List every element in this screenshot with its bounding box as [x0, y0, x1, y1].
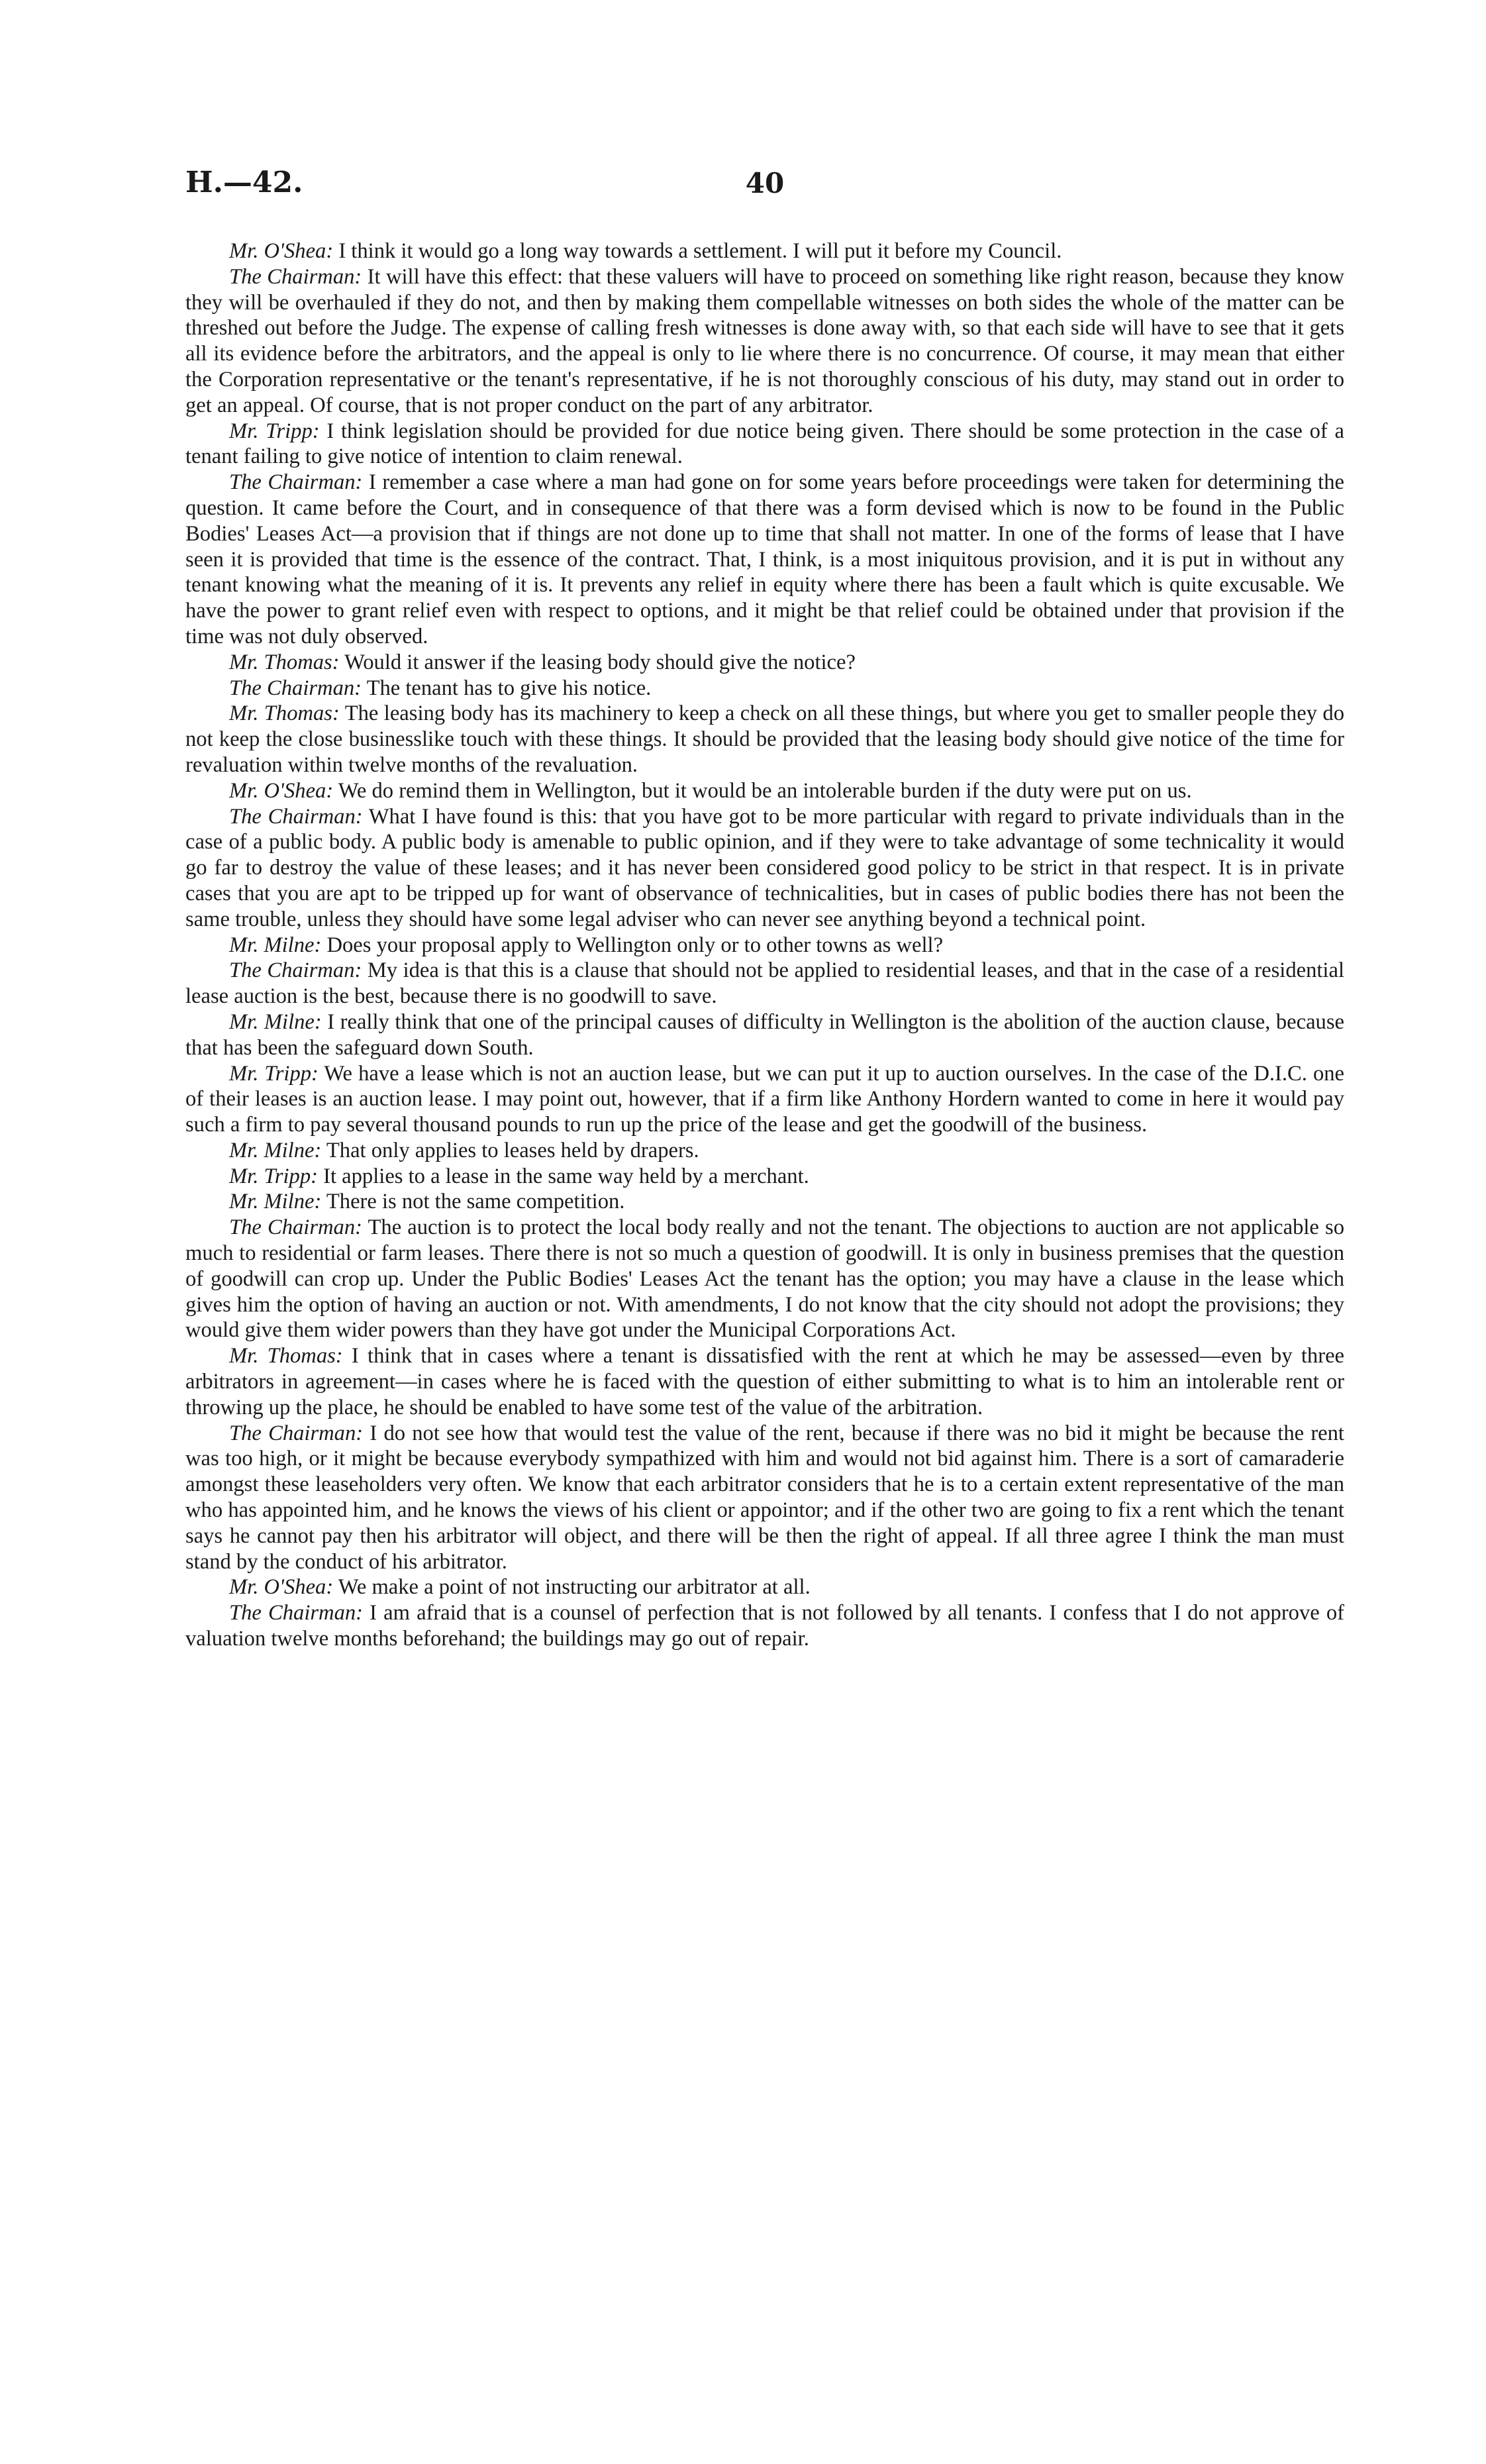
transcript-body	[185, 238, 1344, 1652]
paragraph	[185, 1164, 1344, 1190]
speech-text: I really think that one of the principal causes of difficulty in Wellington is the abolition of the auction clause, because that has been the safeguard down South.	[185, 1009, 1344, 1060]
paragraph	[185, 933, 1344, 958]
page-number: 40	[745, 167, 785, 199]
speaker-name: Mr. Thomas:	[229, 701, 340, 726]
paragraph	[185, 1343, 1344, 1420]
speaker-name: Mr. Milne:	[229, 1190, 322, 1214]
paragraph	[185, 1009, 1344, 1061]
paragraph	[185, 804, 1344, 933]
speaker-name: Mr. Tripp:	[229, 419, 320, 443]
speech-text: I think legislation should be provided for due notice being given. There should be some protection in the case of a tenant failing to give notice of intention to claim renewal.	[185, 419, 1344, 469]
paragraph	[185, 470, 1344, 650]
speech-text: The tenant has to give his notice.	[362, 676, 652, 700]
speaker-name: Mr. Milne:	[229, 1138, 322, 1162]
paragraph	[185, 778, 1344, 804]
speaker-name: The Chairman:	[229, 676, 362, 700]
paragraph	[185, 1061, 1344, 1138]
speaker-name: The Chairman:	[229, 958, 362, 983]
paragraph	[185, 238, 1344, 264]
paragraph	[185, 958, 1344, 1009]
document-reference: H.—42.	[185, 166, 303, 199]
speech-text: There is not the same competition.	[321, 1190, 625, 1214]
paragraph	[185, 1421, 1344, 1575]
speaker-name: Mr. Thomas:	[229, 650, 340, 674]
speech-text: I think it would go a long way towards a settlement. I will put it before my Council.	[333, 239, 1062, 263]
speaker-name: The Chairman:	[229, 470, 363, 495]
page-header	[185, 166, 1344, 212]
paragraph	[185, 1138, 1344, 1164]
speaker-name: The Chairman:	[229, 804, 363, 829]
speech-text: Does your proposal apply to Wellington only or to other towns as well?	[321, 933, 944, 957]
speech-text: What I have found is this: that you have got to be more particular with regard to private individuals than in the case of a public body. A public body is amenable to public opinion, and if they were to take advantage of some technicality it would go far to destroy the value of these leases; and it has never been considered good policy to be strict in that respect. It is in private cases that you are apt to be tripped up for want of observance of technicalities, but in cases of public bodies there has not been the same trouble, unless they should have some legal adviser who can never see anything beyond a technical point.	[185, 804, 1344, 931]
speech-text: We have a lease which is not an auction lease, but we can put it up to auction ourselves. In the case of the D.I.C. one of their leases is an auction lease. I may point out, however, that if a firm like Anthony Hordern wanted to come in here it would pay such a firm to pay several thousand pounds to run up the price of the lease and get the goodwill of the business.	[185, 1061, 1344, 1137]
speaker-name: Mr. Milne:	[229, 1009, 322, 1034]
speech-text: We make a point of not instructing our arbitrator at all.	[333, 1575, 811, 1600]
speaker-name: The Chairman:	[229, 264, 362, 289]
paragraph	[185, 701, 1344, 778]
speech-text: I remember a case where a man had gone on for some years before proceedings were taken for determining the question. It came before the Court, and in consequence of that there was a form devised which is now to be found in the Public Bodies' Leases Act—a provision that if things are not done up to time that shall not matter. In one of the forms of lease that I have seen it is provided that time is the essence of the contract. That, I think, is a most iniquitous provision, and it is put in without any tenant knowing what the meaning of it is. It prevents any relief in equity where there has been a fault which is quite excusable. We have the power to grant relief even with respect to options, and it might be that relief could be obtained under that provision if the time was not duly observed.	[185, 470, 1344, 648]
speaker-name: Mr. Thomas:	[229, 1344, 343, 1368]
speech-text: My idea is that this is a clause that should not be applied to residential leases, and that in the case of a residential lease auction is the best, because there is no goodwill to save.	[185, 958, 1344, 1009]
paragraph	[185, 1215, 1344, 1343]
speaker-name: Mr. Tripp:	[229, 1061, 319, 1086]
paragraph	[185, 1189, 1344, 1215]
speaker-name: Mr. O'Shea:	[229, 239, 334, 263]
paragraph	[185, 1574, 1344, 1600]
speaker-name: Mr. O'Shea:	[229, 1575, 334, 1600]
paragraph	[185, 676, 1344, 701]
speaker-name: The Chairman:	[229, 1421, 364, 1445]
speech-text: I think that in cases where a tenant is dissatisfied with the rent at which he may be assessed—even by three arbitrators in agreement—in cases where he is faced with the question of either submitting to what is to him an intolerable rent or throwing up the place, he should be enabled to have some test of the value of the arbitration.	[185, 1344, 1344, 1419]
paragraph	[185, 1600, 1344, 1652]
speaker-name: The Chairman:	[229, 1215, 362, 1240]
paragraph	[185, 650, 1344, 676]
speech-text: It will have this effect: that these valuers will have to proceed on something like right reason, because they know they will be overhauled if they do not, and then by making them compellable witnesses on both sides the whole of the matter can be threshed out before the Judge. The expense of calling fresh witnesses is done away with, so that each side will have to see that it gets all its evidence before the arbitrators, and the appeal is only to lie where there is no concurrence. Of course, it may mean that either the Corporation representative or the tenant's representative, if he is not thoroughly conscious of his duty, may stand out in order to get an appeal. Of course, that is not proper conduct on the part of any arbitrator.	[185, 264, 1344, 417]
paragraph	[185, 264, 1344, 419]
speech-text: We do remind them in Wellington, but it would be an intolerable burden if the duty were put on us.	[333, 778, 1192, 803]
speaker-name: The Chairman:	[229, 1601, 364, 1625]
speech-text: The leasing body has its machinery to keep a check on all these things, but where you get to smaller people they do not keep the close businesslike touch with these things. It should be provided that the leasing body should give notice of the time for revaluation within twelve months of the revaluation.	[185, 701, 1344, 777]
speaker-name: Mr. Milne:	[229, 933, 322, 957]
speaker-name: Mr. O'Shea:	[229, 778, 334, 803]
speech-text: Would it answer if the leasing body should give the notice?	[339, 650, 856, 674]
speech-text: I am afraid that is a counsel of perfection that is not followed by all tenants. I confess that I do not approve of valuation twelve months beforehand; the buildings may go out of repair.	[185, 1601, 1344, 1651]
speech-text: It applies to a lease in the same way held by a merchant.	[317, 1164, 809, 1188]
paragraph	[185, 419, 1344, 470]
speaker-name: Mr. Tripp:	[229, 1164, 318, 1188]
speech-text: That only applies to leases held by drapers.	[321, 1138, 699, 1162]
speech-text: The auction is to protect the local body really and not the tenant. The objections to auction are not applicable so much to residential or farm leases. There there is not so much a question of goodwill. It is only in business premises that the question of goodwill can crop up. Under the Public Bodies' Leases Act the tenant has the option; you may have a clause in the lease which gives him the option of having an auction or not. With amendments, I do not know that the city should not adopt the provisions; they would give them wider powers than they have got under the Municipal Corporations Act.	[185, 1215, 1344, 1343]
speech-text: I do not see how that would test the value of the rent, because if there was no bid it might be because the rent was too high, or it might be because everybody sympathized with him and would not bid against him. There is a sort of camaraderie amongst these leaseholders very often. We know that each arbitrator considers that he is to a certain extent representative of the man who has appointed him, and he knows the views of his client or appointor; and if the other two are going to fix a rent which the tenant says he cannot pay then his arbitrator will object, and there will be then the right of appeal. If all three agree I think the man must stand by the conduct of his arbitrator.	[185, 1421, 1344, 1574]
